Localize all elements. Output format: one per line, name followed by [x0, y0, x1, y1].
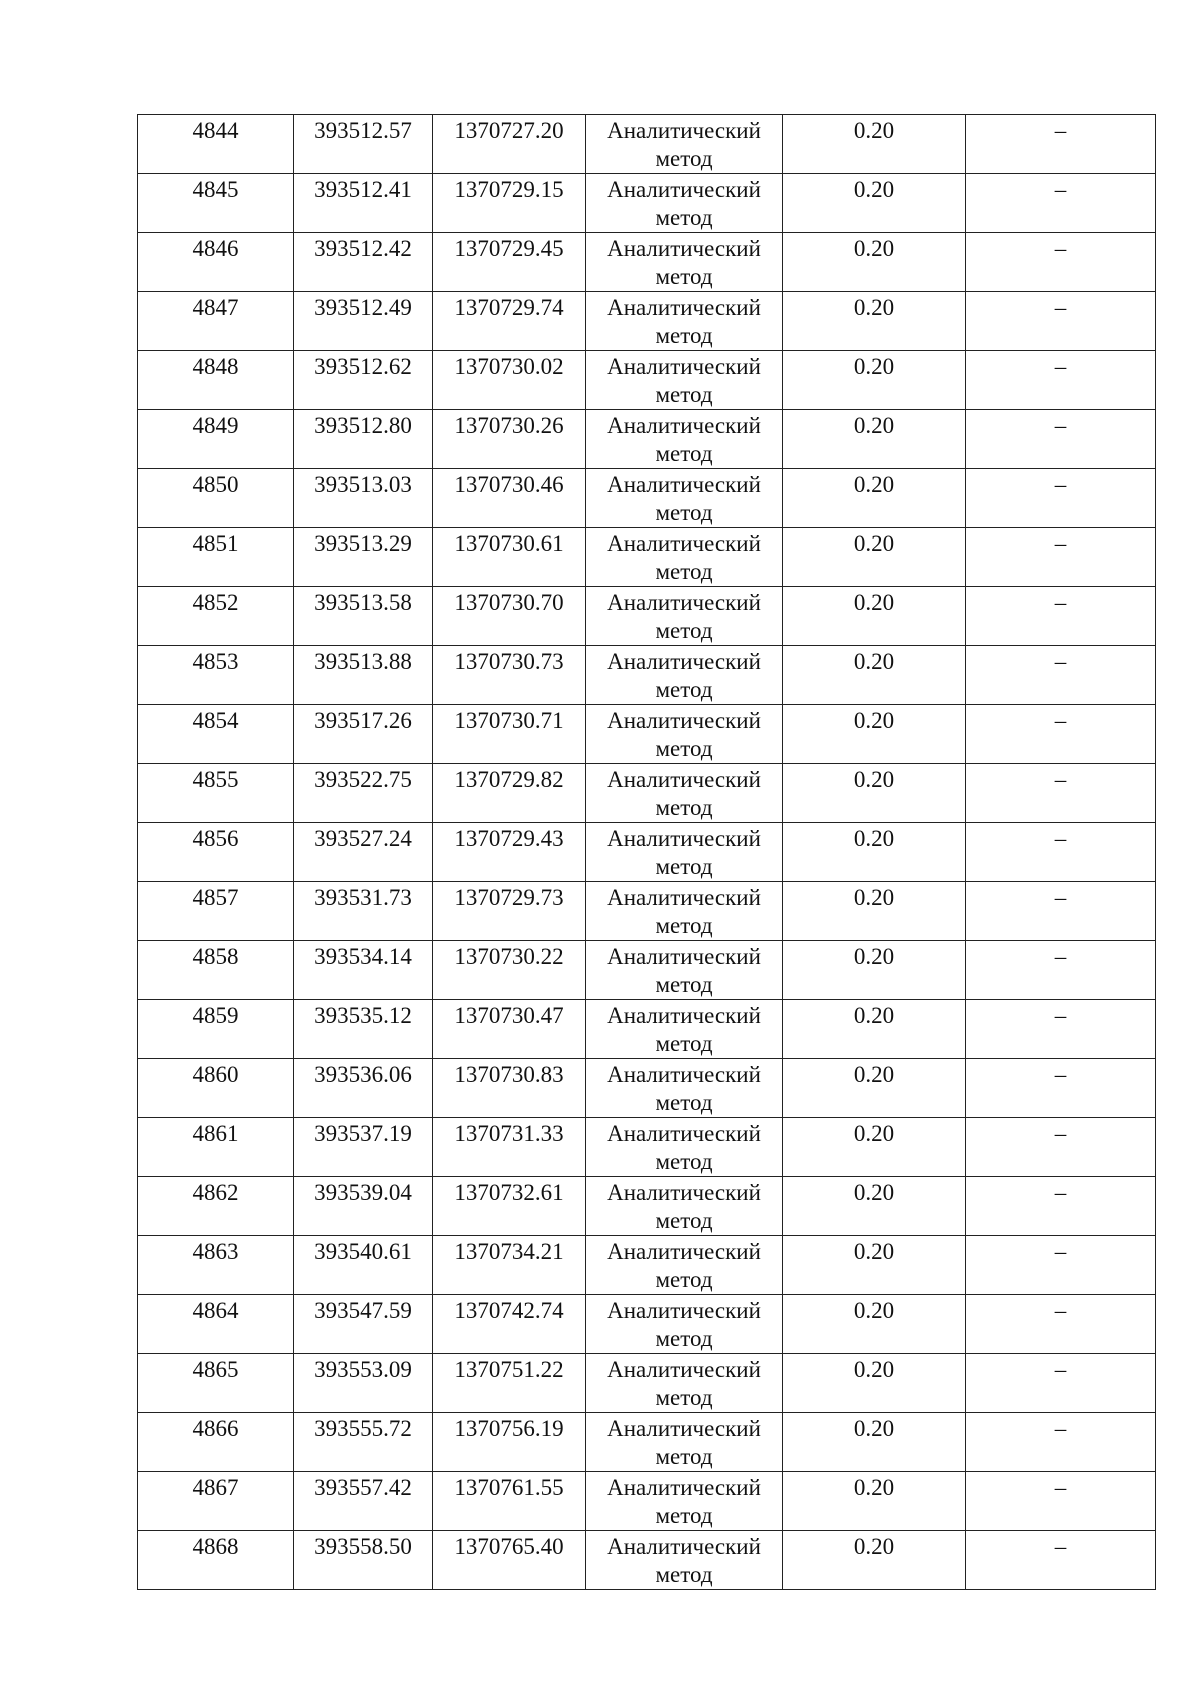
table-row	[138, 882, 1156, 941]
note-cell: –	[966, 764, 1156, 823]
table-row	[138, 528, 1156, 587]
note-cell: –	[966, 1000, 1156, 1059]
method-cell: Аналитический метод	[586, 174, 783, 233]
table-row	[138, 1472, 1156, 1531]
point-number-cell: 4855	[138, 764, 294, 823]
accuracy-cell: 0.20	[783, 1472, 966, 1531]
note-cell: –	[966, 469, 1156, 528]
point-number-cell: 4847	[138, 292, 294, 351]
method-cell: Аналитический метод	[586, 351, 783, 410]
method-cell: Аналитический метод	[586, 646, 783, 705]
y-coordinate-cell: 1370729.74	[433, 292, 586, 351]
y-coordinate-cell: 1370751.22	[433, 1354, 586, 1413]
y-coordinate-cell: 1370729.43	[433, 823, 586, 882]
x-coordinate-cell: 393534.14	[294, 941, 433, 1000]
note-cell: –	[966, 233, 1156, 292]
x-coordinate-cell: 393512.57	[294, 115, 433, 174]
x-coordinate-cell: 393547.59	[294, 1295, 433, 1354]
point-number-cell: 4845	[138, 174, 294, 233]
y-coordinate-cell: 1370727.20	[433, 115, 586, 174]
note-cell: –	[966, 705, 1156, 764]
table-row	[138, 941, 1156, 1000]
accuracy-cell: 0.20	[783, 705, 966, 764]
method-cell: Аналитический метод	[586, 764, 783, 823]
x-coordinate-cell: 393558.50	[294, 1531, 433, 1590]
note-cell: –	[966, 351, 1156, 410]
y-coordinate-cell: 1370730.26	[433, 410, 586, 469]
note-cell: –	[966, 410, 1156, 469]
accuracy-cell: 0.20	[783, 1177, 966, 1236]
x-coordinate-cell: 393536.06	[294, 1059, 433, 1118]
table-row	[138, 764, 1156, 823]
note-cell: –	[966, 528, 1156, 587]
accuracy-cell: 0.20	[783, 1118, 966, 1177]
accuracy-cell: 0.20	[783, 469, 966, 528]
method-cell: Аналитический метод	[586, 882, 783, 941]
method-cell: Аналитический метод	[586, 1413, 783, 1472]
note-cell: –	[966, 1472, 1156, 1531]
accuracy-cell: 0.20	[783, 115, 966, 174]
x-coordinate-cell: 393513.03	[294, 469, 433, 528]
point-number-cell: 4857	[138, 882, 294, 941]
accuracy-cell: 0.20	[783, 941, 966, 1000]
x-coordinate-cell: 393535.12	[294, 1000, 433, 1059]
accuracy-cell: 0.20	[783, 823, 966, 882]
y-coordinate-cell: 1370729.45	[433, 233, 586, 292]
table-row	[138, 410, 1156, 469]
note-cell: –	[966, 1177, 1156, 1236]
method-cell: Аналитический метод	[586, 1531, 783, 1590]
point-number-cell: 4854	[138, 705, 294, 764]
point-number-cell: 4864	[138, 1295, 294, 1354]
accuracy-cell: 0.20	[783, 410, 966, 469]
note-cell: –	[966, 823, 1156, 882]
method-cell: Аналитический метод	[586, 1177, 783, 1236]
method-cell: Аналитический метод	[586, 1000, 783, 1059]
table-row	[138, 1531, 1156, 1590]
table-row	[138, 1177, 1156, 1236]
y-coordinate-cell: 1370765.40	[433, 1531, 586, 1590]
method-cell: Аналитический метод	[586, 587, 783, 646]
accuracy-cell: 0.20	[783, 528, 966, 587]
note-cell: –	[966, 174, 1156, 233]
accuracy-cell: 0.20	[783, 233, 966, 292]
accuracy-cell: 0.20	[783, 764, 966, 823]
table-row	[138, 174, 1156, 233]
method-cell: Аналитический метод	[586, 292, 783, 351]
coordinates-table	[137, 114, 1156, 1590]
table-row	[138, 292, 1156, 351]
method-cell: Аналитический метод	[586, 1236, 783, 1295]
note-cell: –	[966, 1354, 1156, 1413]
note-cell: –	[966, 1236, 1156, 1295]
method-cell: Аналитический метод	[586, 469, 783, 528]
x-coordinate-cell: 393539.04	[294, 1177, 433, 1236]
point-number-cell: 4867	[138, 1472, 294, 1531]
y-coordinate-cell: 1370732.61	[433, 1177, 586, 1236]
method-cell: Аналитический метод	[586, 528, 783, 587]
note-cell: –	[966, 1413, 1156, 1472]
y-coordinate-cell: 1370731.33	[433, 1118, 586, 1177]
method-cell: Аналитический метод	[586, 823, 783, 882]
y-coordinate-cell: 1370729.73	[433, 882, 586, 941]
y-coordinate-cell: 1370730.71	[433, 705, 586, 764]
y-coordinate-cell: 1370756.19	[433, 1413, 586, 1472]
table-row	[138, 646, 1156, 705]
table-row	[138, 1413, 1156, 1472]
point-number-cell: 4856	[138, 823, 294, 882]
y-coordinate-cell: 1370742.74	[433, 1295, 586, 1354]
note-cell: –	[966, 646, 1156, 705]
method-cell: Аналитический метод	[586, 233, 783, 292]
accuracy-cell: 0.20	[783, 174, 966, 233]
note-cell: –	[966, 292, 1156, 351]
y-coordinate-cell: 1370761.55	[433, 1472, 586, 1531]
point-number-cell: 4861	[138, 1118, 294, 1177]
note-cell: –	[966, 882, 1156, 941]
accuracy-cell: 0.20	[783, 1413, 966, 1472]
method-cell: Аналитический метод	[586, 941, 783, 1000]
table-row	[138, 1000, 1156, 1059]
method-cell: Аналитический метод	[586, 115, 783, 174]
x-coordinate-cell: 393513.29	[294, 528, 433, 587]
table-row	[138, 823, 1156, 882]
accuracy-cell: 0.20	[783, 1295, 966, 1354]
note-cell: –	[966, 1059, 1156, 1118]
x-coordinate-cell: 393540.61	[294, 1236, 433, 1295]
accuracy-cell: 0.20	[783, 882, 966, 941]
y-coordinate-cell: 1370730.47	[433, 1000, 586, 1059]
x-coordinate-cell: 393512.49	[294, 292, 433, 351]
x-coordinate-cell: 393553.09	[294, 1354, 433, 1413]
method-cell: Аналитический метод	[586, 410, 783, 469]
y-coordinate-cell: 1370730.73	[433, 646, 586, 705]
y-coordinate-cell: 1370730.61	[433, 528, 586, 587]
y-coordinate-cell: 1370730.70	[433, 587, 586, 646]
point-number-cell: 4868	[138, 1531, 294, 1590]
point-number-cell: 4853	[138, 646, 294, 705]
accuracy-cell: 0.20	[783, 1531, 966, 1590]
point-number-cell: 4863	[138, 1236, 294, 1295]
table-row	[138, 705, 1156, 764]
x-coordinate-cell: 393512.42	[294, 233, 433, 292]
y-coordinate-cell: 1370730.22	[433, 941, 586, 1000]
x-coordinate-cell: 393555.72	[294, 1413, 433, 1472]
y-coordinate-cell: 1370730.02	[433, 351, 586, 410]
y-coordinate-cell: 1370730.46	[433, 469, 586, 528]
accuracy-cell: 0.20	[783, 292, 966, 351]
x-coordinate-cell: 393512.80	[294, 410, 433, 469]
point-number-cell: 4850	[138, 469, 294, 528]
point-number-cell: 4862	[138, 1177, 294, 1236]
point-number-cell: 4846	[138, 233, 294, 292]
point-number-cell: 4849	[138, 410, 294, 469]
point-number-cell: 4852	[138, 587, 294, 646]
point-number-cell: 4860	[138, 1059, 294, 1118]
accuracy-cell: 0.20	[783, 351, 966, 410]
accuracy-cell: 0.20	[783, 1059, 966, 1118]
accuracy-cell: 0.20	[783, 646, 966, 705]
x-coordinate-cell: 393512.62	[294, 351, 433, 410]
table-row	[138, 1118, 1156, 1177]
x-coordinate-cell: 393513.88	[294, 646, 433, 705]
point-number-cell: 4865	[138, 1354, 294, 1413]
x-coordinate-cell: 393517.26	[294, 705, 433, 764]
table-row	[138, 351, 1156, 410]
table-row	[138, 115, 1156, 174]
accuracy-cell: 0.20	[783, 1236, 966, 1295]
method-cell: Аналитический метод	[586, 1059, 783, 1118]
table-row	[138, 1354, 1156, 1413]
method-cell: Аналитический метод	[586, 1472, 783, 1531]
point-number-cell: 4866	[138, 1413, 294, 1472]
y-coordinate-cell: 1370729.82	[433, 764, 586, 823]
note-cell: –	[966, 941, 1156, 1000]
note-cell: –	[966, 587, 1156, 646]
method-cell: Аналитический метод	[586, 1118, 783, 1177]
accuracy-cell: 0.20	[783, 1354, 966, 1413]
point-number-cell: 4848	[138, 351, 294, 410]
y-coordinate-cell: 1370729.15	[433, 174, 586, 233]
y-coordinate-cell: 1370734.21	[433, 1236, 586, 1295]
y-coordinate-cell: 1370730.83	[433, 1059, 586, 1118]
x-coordinate-cell: 393531.73	[294, 882, 433, 941]
method-cell: Аналитический метод	[586, 1295, 783, 1354]
point-number-cell: 4859	[138, 1000, 294, 1059]
method-cell: Аналитический метод	[586, 1354, 783, 1413]
point-number-cell: 4851	[138, 528, 294, 587]
table-row	[138, 1059, 1156, 1118]
point-number-cell: 4858	[138, 941, 294, 1000]
x-coordinate-cell: 393522.75	[294, 764, 433, 823]
point-number-cell: 4844	[138, 115, 294, 174]
accuracy-cell: 0.20	[783, 1000, 966, 1059]
coordinates-table-body	[138, 115, 1156, 1590]
x-coordinate-cell: 393557.42	[294, 1472, 433, 1531]
table-row	[138, 587, 1156, 646]
note-cell: –	[966, 1118, 1156, 1177]
method-cell: Аналитический метод	[586, 705, 783, 764]
table-row	[138, 1295, 1156, 1354]
table-row	[138, 233, 1156, 292]
note-cell: –	[966, 1531, 1156, 1590]
accuracy-cell: 0.20	[783, 587, 966, 646]
table-row	[138, 469, 1156, 528]
note-cell: –	[966, 115, 1156, 174]
x-coordinate-cell: 393512.41	[294, 174, 433, 233]
x-coordinate-cell: 393537.19	[294, 1118, 433, 1177]
x-coordinate-cell: 393527.24	[294, 823, 433, 882]
x-coordinate-cell: 393513.58	[294, 587, 433, 646]
note-cell: –	[966, 1295, 1156, 1354]
table-row	[138, 1236, 1156, 1295]
